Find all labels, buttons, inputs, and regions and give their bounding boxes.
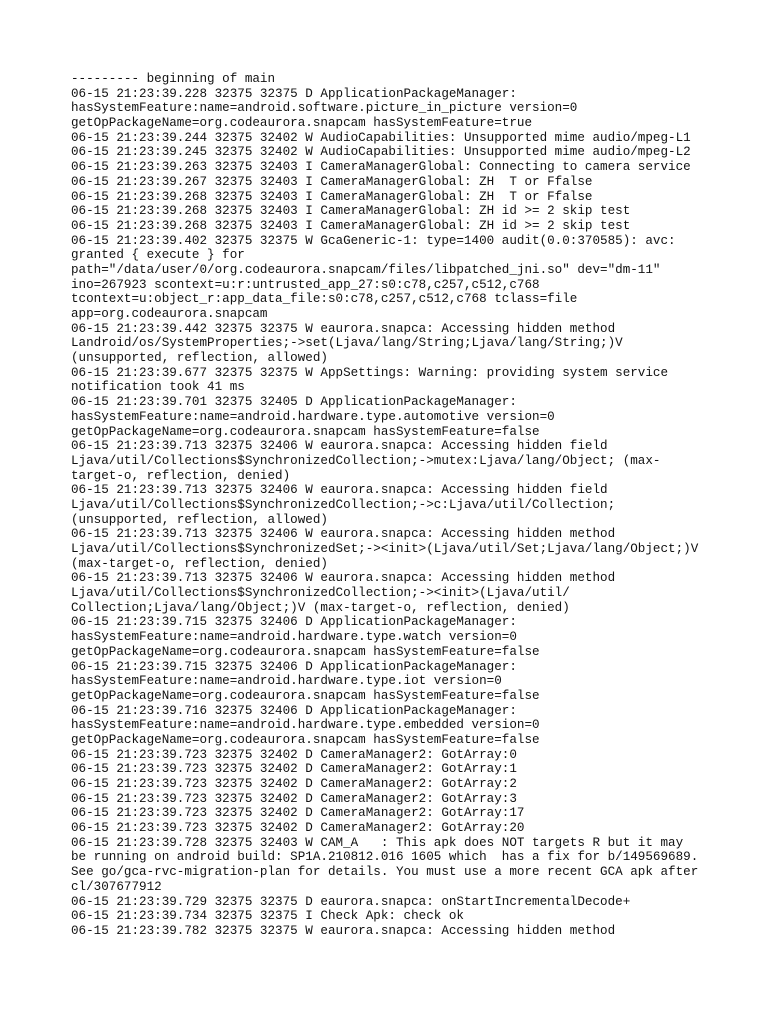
log-line: 06-15 21:23:39.723 32375 32402 D CameraManager2: GotArray:2 <box>71 777 517 791</box>
log-line: 06-15 21:23:39.402 32375 32375 W GcaGeneric-1: type=1400 audit(0.0:370585): avc: <box>71 233 676 248</box>
logcat-output <box>71 72 711 939</box>
log-line: path="/data/user/0/org.codeaurora.snapcam/files/libpatched_jni.so" dev="dm-11" <box>71 262 661 277</box>
log-line: 06-15 21:23:39.713 32375 32406 W eaurora.snapca: Accessing hidden method <box>71 527 616 542</box>
log-line: 06-15 21:23:39.734 32375 32375 I Check Apk: check ok <box>71 909 464 924</box>
log-line: getOpPackageName=org.codeaurora.snapcam hasSystemFeature=false <box>71 732 540 747</box>
log-line: 06-15 21:23:39.268 32375 32403 I CameraManagerGlobal: ZH T or Ffalse <box>71 189 593 204</box>
log-line: app=org.codeaurora.snapcam <box>71 307 268 321</box>
log-line: getOpPackageName=org.codeaurora.snapcam hasSystemFeature=false <box>71 688 540 703</box>
log-line: See go/gca-rvc-migration-plan for details. You must use a more recent GCA apk after <box>71 865 699 880</box>
log-line: getOpPackageName=org.codeaurora.snapcam hasSystemFeature=false <box>71 644 540 659</box>
log-line: hasSystemFeature:name=android.software.picture_in_picture version=0 <box>71 101 578 116</box>
log-line: 06-15 21:23:39.723 32375 32402 D CameraManager2: GotArray:0 <box>71 747 517 762</box>
log-line: cl/307677912 <box>71 879 162 894</box>
log-line: 06-15 21:23:39.782 32375 32375 W eaurora.snapca: Accessing hidden method <box>71 923 616 938</box>
log-line: 06-15 21:23:39.245 32375 32402 W AudioCapabilities: Unsupported mime audio/mpeg-L2 <box>71 145 691 160</box>
log-line: notification took 41 ms <box>71 380 245 395</box>
log-line: Ljava/util/Collections$SynchronizedCollection;-><init>(Ljava/util/ <box>71 586 570 601</box>
log-line: getOpPackageName=org.codeaurora.snapcam hasSystemFeature=false <box>71 424 540 439</box>
log-line: target-o, reflection, denied) <box>71 468 291 483</box>
log-line: tcontext=u:object_r:app_data_file:s0:c78,c257,c512,c768 tclass=file <box>71 292 578 307</box>
log-line: Ljava/util/Collections$SynchronizedCollection;->c:Ljava/util/Collection; <box>71 497 616 512</box>
log-line: (max-target-o, reflection, denied) <box>71 556 328 571</box>
log-line: 06-15 21:23:39.701 32375 32405 D ApplicationPackageManager: <box>71 395 517 410</box>
log-line: Ljava/util/Collections$SynchronizedSet;-><init>(Ljava/util/Set;Ljava/lang/Object;)V <box>71 542 699 556</box>
log-line: 06-15 21:23:39.729 32375 32375 D eaurora.snapca: onStartIncrementalDecode+ <box>71 894 631 909</box>
log-line: 06-15 21:23:39.728 32375 32403 W CAM_A : This apk does NOT targets R but it may <box>71 835 684 850</box>
log-line: 06-15 21:23:39.268 32375 32403 I CameraManagerGlobal: ZH id >= 2 skip test <box>71 204 631 219</box>
log-line: getOpPackageName=org.codeaurora.snapcam hasSystemFeature=true <box>71 116 533 131</box>
log-line: hasSystemFeature:name=android.hardware.type.watch version=0 <box>71 630 517 645</box>
log-line: 06-15 21:23:39.723 32375 32402 D CameraManager2: GotArray:1 <box>71 762 517 777</box>
log-line: 06-15 21:23:39.715 32375 32406 D ApplicationPackageManager: <box>71 615 517 630</box>
log-line: 06-15 21:23:39.723 32375 32402 D CameraManager2: GotArray:17 <box>71 806 525 821</box>
log-line: hasSystemFeature:name=android.hardware.type.embedded version=0 <box>71 718 540 733</box>
log-line: 06-15 21:23:39.723 32375 32402 D CameraManager2: GotArray:3 <box>71 791 517 806</box>
log-line: 06-15 21:23:39.228 32375 32375 D ApplicationPackageManager: <box>71 86 517 101</box>
log-line: 06-15 21:23:39.715 32375 32406 D ApplicationPackageManager: <box>71 659 517 674</box>
log-line: 06-15 21:23:39.723 32375 32402 D CameraManager2: GotArray:20 <box>71 821 525 836</box>
log-line: 06-15 21:23:39.713 32375 32406 W eaurora.snapca: Accessing hidden method <box>71 571 616 586</box>
log-line: 06-15 21:23:39.713 32375 32406 W eaurora.snapca: Accessing hidden field <box>71 439 608 454</box>
log-line: 06-15 21:23:39.713 32375 32406 W eaurora.snapca: Accessing hidden field <box>71 483 608 498</box>
log-line: 06-15 21:23:39.263 32375 32403 I CameraManagerGlobal: Connecting to camera service <box>71 160 691 175</box>
log-line: (unsupported, reflection, allowed) <box>71 351 328 366</box>
log-line: ino=267923 scontext=u:r:untrusted_app_27:s0:c78,c257,c512,c768 <box>71 277 540 292</box>
log-line: 06-15 21:23:39.267 32375 32403 I CameraManagerGlobal: ZH T or Ffalse <box>71 174 593 189</box>
log-line: granted { execute } for <box>71 248 245 263</box>
log-line: Collection;Ljava/lang/Object;)V (max-target-o, reflection, denied) <box>71 600 570 615</box>
log-line: --------- beginning of main <box>71 72 276 86</box>
log-line: 06-15 21:23:39.442 32375 32375 W eaurora.snapca: Accessing hidden method <box>71 321 616 336</box>
log-line: 06-15 21:23:39.244 32375 32402 W AudioCapabilities: Unsupported mime audio/mpeg-L1 <box>71 130 691 145</box>
log-line: Ljava/util/Collections$SynchronizedCollection;->mutex:Ljava/lang/Object; (max- <box>71 453 661 468</box>
log-line: 06-15 21:23:39.268 32375 32403 I CameraManagerGlobal: ZH id >= 2 skip test <box>71 218 631 233</box>
log-line: hasSystemFeature:name=android.hardware.type.iot version=0 <box>71 674 502 689</box>
log-line: hasSystemFeature:name=android.hardware.type.automotive version=0 <box>71 409 555 424</box>
log-line: be running on android build: SP1A.210812.016 1605 which has a fix for b/149569689. <box>71 850 699 865</box>
log-line: (unsupported, reflection, allowed) <box>71 512 328 527</box>
log-line: Landroid/os/SystemProperties;->set(Ljava/lang/String;Ljava/lang/String;)V <box>71 336 623 351</box>
log-line: 06-15 21:23:39.677 32375 32375 W AppSettings: Warning: providing system service <box>71 365 669 380</box>
log-line: 06-15 21:23:39.716 32375 32406 D ApplicationPackageManager: <box>71 703 517 718</box>
